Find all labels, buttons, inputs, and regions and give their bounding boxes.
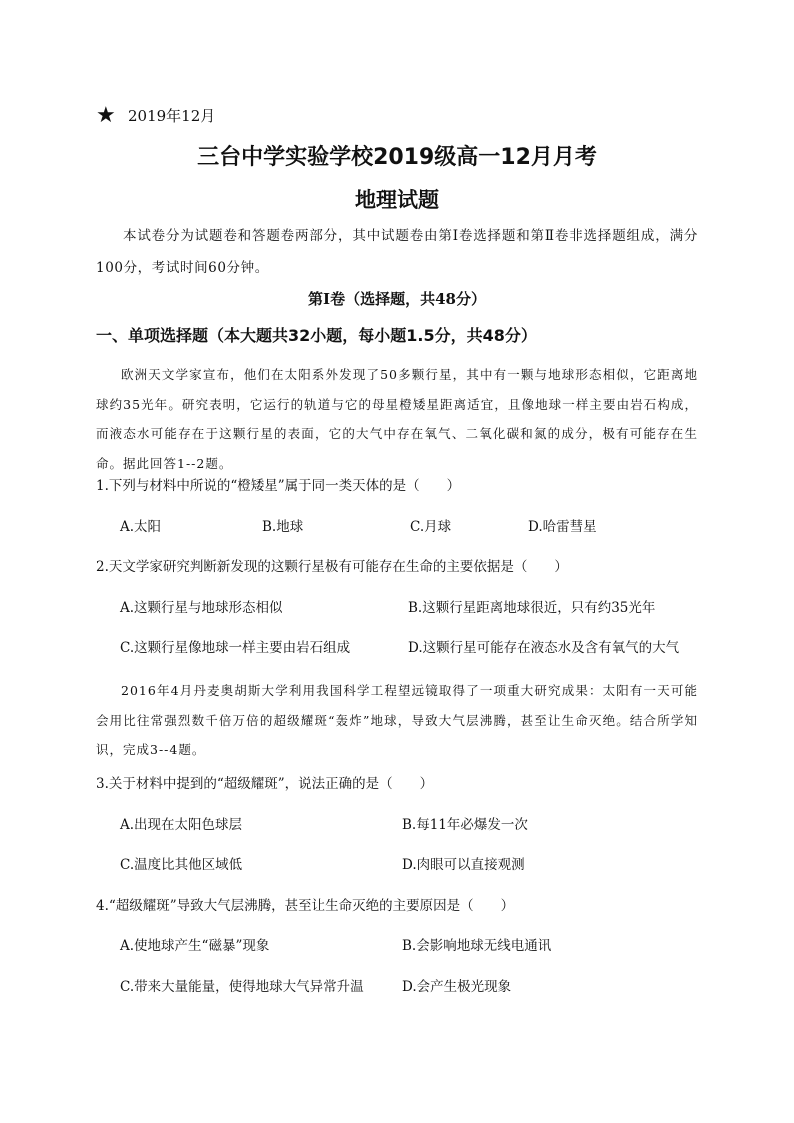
question-1-stem: 1.下列与材料中所说的“橙矮星”属于同一类天体的是（ ）: [96, 478, 461, 494]
question-1-option-c[interactable]: C.月球: [410, 519, 452, 535]
section-title: 第Ⅰ卷（选择题，共48分）: [308, 290, 486, 308]
question-2-option-c[interactable]: C.这颗行星像地球一样主要由岩石组成: [120, 640, 351, 656]
exam-date: 2019年12月: [128, 107, 216, 125]
question-3-option-d[interactable]: D.肉眼可以直接观测: [402, 857, 525, 873]
exam-subject: 地理试题: [355, 188, 439, 212]
question-3-stem: 3.关于材料中提到的“超级耀斑”，说法正确的是（ ）: [96, 776, 434, 792]
reading-material-1: 欧洲天文学家宣布，他们在太阳系外发现了50多颗行星，其中有一颗与地球形态相似，它距离地球约35光年。研究表明，它运行的轨道与它的母星橙矮星距离适宜，且像地球一样主要由岩石构成，而液态水可能存在于这颗行星的表面，它的大气中存在氧气、二氧化碳和氮的成分，极有可能存在生命。据此回答1--2题。: [96, 367, 698, 471]
question-1-option-d[interactable]: D.哈雷彗星: [528, 519, 597, 535]
question-1-option-a[interactable]: A.太阳: [120, 519, 162, 535]
question-3-option-b[interactable]: B.每11年必爆发一次: [402, 817, 528, 833]
question-2-option-a[interactable]: A.这颗行星与地球形态相似: [120, 600, 283, 616]
question-4-stem: 4.“超级耀斑”导致大气层沸腾，甚至让生命灭绝的主要原因是（ ）: [96, 898, 515, 914]
reading-material-2: 2016年4月丹麦奥胡斯大学利用我国科学工程望远镜取得了一项重大研究成果：太阳有一天可能会用比往常强烈数千倍万倍的超级耀斑“轰炸”地球，导致大气层沸腾，甚至让生命灭绝。结合所学知识，完成3--4题。: [96, 683, 698, 757]
exam-instructions: 本试卷分为试题卷和答题卷两部分，其中试题卷由第Ⅰ卷选择题和第Ⅱ卷非选择题组成，满分100分，考试时间60分钟。: [96, 228, 698, 276]
star-icon: ★: [96, 103, 116, 128]
question-4-option-a[interactable]: A.使地球产生“磁暴”现象: [120, 938, 270, 954]
question-3-option-c[interactable]: C.温度比其他区域低: [120, 857, 243, 873]
question-4-option-b[interactable]: B.会影响地球无线电通讯: [402, 938, 552, 954]
question-2-option-d[interactable]: D.这颗行星可能存在液态水及含有氧气的大气: [408, 640, 680, 656]
question-4-option-d[interactable]: D.会产生极光现象: [402, 979, 512, 995]
part-title: 一、单项选择题（本大题共32小题，每小题1.5分，共48分）: [96, 326, 537, 345]
exam-title: 三台中学实验学校2019级高一12月月考: [197, 145, 597, 170]
question-1-option-b[interactable]: B.地球: [262, 519, 304, 535]
question-2-option-b[interactable]: B.这颗行星距离地球很近，只有约35光年: [408, 600, 656, 616]
question-3-option-a[interactable]: A.出现在太阳色球层: [120, 817, 243, 833]
question-4-option-c[interactable]: C.带来大量能量，使得地球大气异常升温: [120, 979, 364, 995]
question-2-stem: 2.天文学家研究判断新发现的这颗行星极有可能存在生命的主要依据是（ ）: [96, 559, 568, 575]
